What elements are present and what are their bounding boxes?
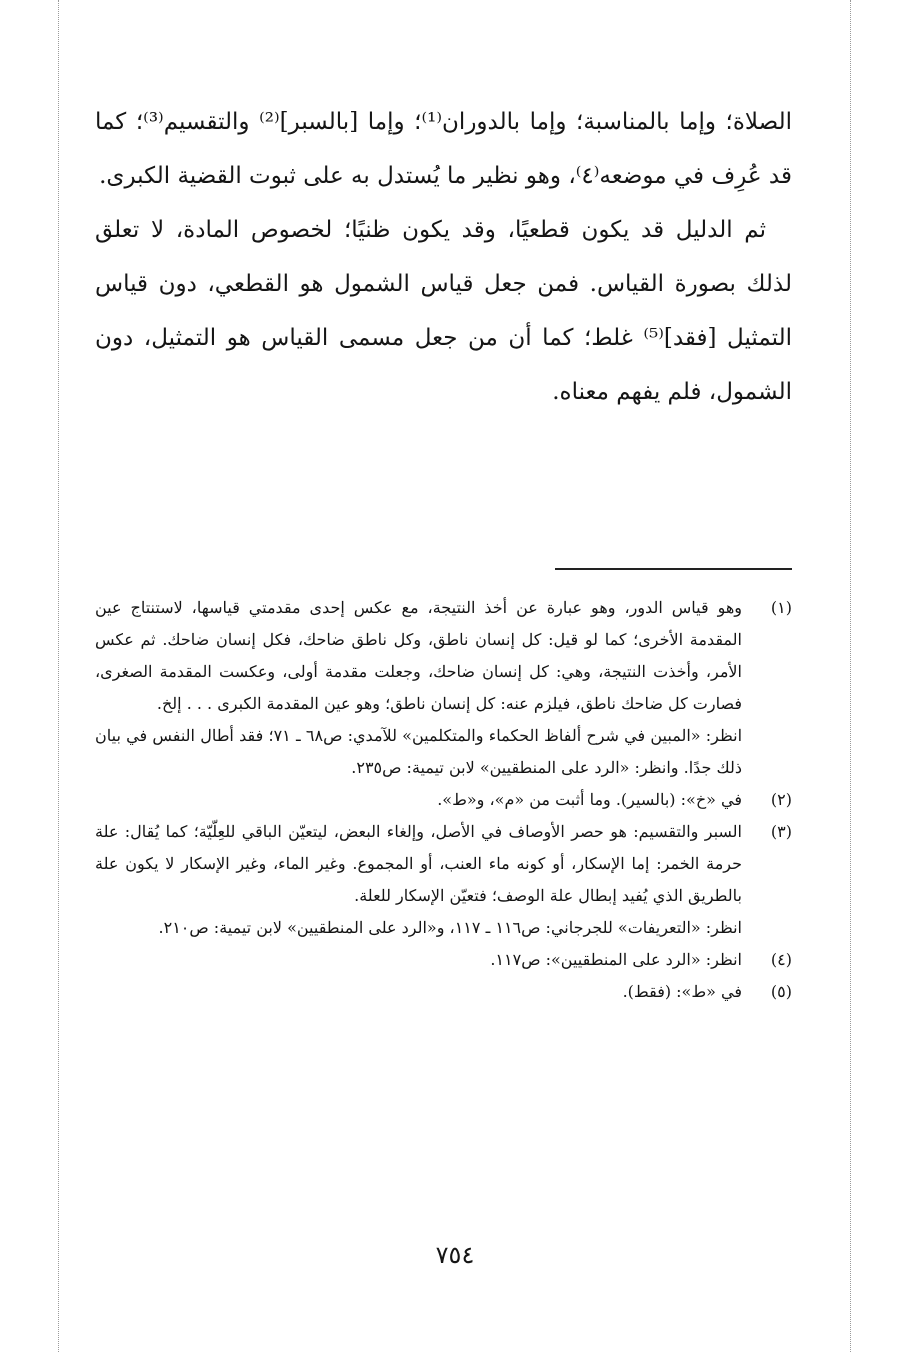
footnote-body xyxy=(95,816,742,944)
footnote-number: (٥) xyxy=(770,982,792,1001)
footnote-body xyxy=(95,976,742,1008)
footnotes-section xyxy=(95,592,792,1008)
footnote-3 xyxy=(95,816,792,944)
footnote-body xyxy=(95,592,742,784)
scan-fold-line-right xyxy=(850,0,851,1352)
body-paragraph: الصلاة؛ وإما بالمناسبة؛ وإما بالدوران⁽¹⁾؛ وإما [بالسبر]⁽²⁾ والتقسيم⁽³⁾؛ كما قد عُرِف في موضعه⁽٤⁾، وهو نظير ما يُستدل به على ثبوت القضية الكبرى. xyxy=(95,109,792,189)
footnote-body xyxy=(95,944,742,976)
footnote-paragraph: في «ط»: (فقط). xyxy=(622,982,742,1001)
footnote-separator-rule xyxy=(555,568,792,570)
page-number: ٧٥٤ xyxy=(435,1241,475,1269)
footnote-number: (١) xyxy=(770,598,792,617)
footnote-paragraph: انظر: «الرد على المنطقيين»: ص١١٧. xyxy=(490,950,742,969)
footnote-reference: انظر: «المبين في شرح ألفاظ الحكماء والمتكلمين» للآمدي: ص٦٨ ـ ٧١؛ فقد أطال النفس في بيان ذلك جدًا. وانظر: «الرد على المنطقيين» لابن تيمية: ص٢٣٥. xyxy=(95,726,743,777)
footnote-4 xyxy=(95,944,792,976)
main-body-text xyxy=(95,95,792,419)
footnote-reference: انظر: «التعريفات» للجرجاني: ص١١٦ ـ ١١٧، و«الرد على المنطقيين» لابن تيمية: ص٢١٠. xyxy=(158,918,742,937)
footnote-paragraph: في «خ»: (بالسير). وما أثبت من «م»، و«ط». xyxy=(437,790,742,809)
footnote-body xyxy=(95,784,742,816)
footnote-paragraph: السبر والتقسيم: هو حصر الأوصاف في الأصل، وإلغاء البعض، ليتعيّن الباقي للعِلّيّة؛ كما يُقال: علة حرمة الخمر: إما الإسكار، أو كونه ماء العنب، أو المجموع. وغير الماء، وغير الإسكار لا يكون علة بالطريق الذي يُفيد إبطال علة الوصف؛ فتعيّن الإسكار للعلة. xyxy=(95,822,742,905)
body-paragraph: ثم الدليل قد يكون قطعيًا، وقد يكون ظنيًا؛ لخصوص المادة، لا تعلق لذلك بصورة القياس. فمن جعل قياس الشمول هو القطعي، دون قياس التمثيل [فقد]⁽⁵⁾ غلط؛ كما أن من جعل مسمى القياس هو التمثيل، دون الشمول، فلم يفهم معناه. xyxy=(95,217,792,405)
footnote-1 xyxy=(95,592,792,784)
footnote-5 xyxy=(95,976,792,1008)
scan-fold-line-left xyxy=(58,0,59,1352)
footnote-number: (٣) xyxy=(770,822,792,841)
footnote-paragraph: وهو قياس الدور، وهو عبارة عن أخذ النتيجة، مع عكس إحدى مقدمتي قياسها، لاستنتاج عين المقدمة الأخرى؛ كما لو قيل: كل إنسان ناطق، وكل ناطق ضاحك، فكل إنسان ضاحك. ثم عكس الأمر، وأخذت النتيجة، وهي: كل إنسان ضاحك، وجعلت مقدمة أولى، وعكست المقدمة الصغرى، فصارت كل ضاحك ناطق، فيلزم عنه: كل إنسان ناطق؛ وهو عين المقدمة الكبرى . . . إلخ. xyxy=(95,598,743,713)
footnote-number: (٤) xyxy=(770,950,792,969)
footnote-2 xyxy=(95,784,792,816)
footnote-number: (٢) xyxy=(770,790,792,809)
